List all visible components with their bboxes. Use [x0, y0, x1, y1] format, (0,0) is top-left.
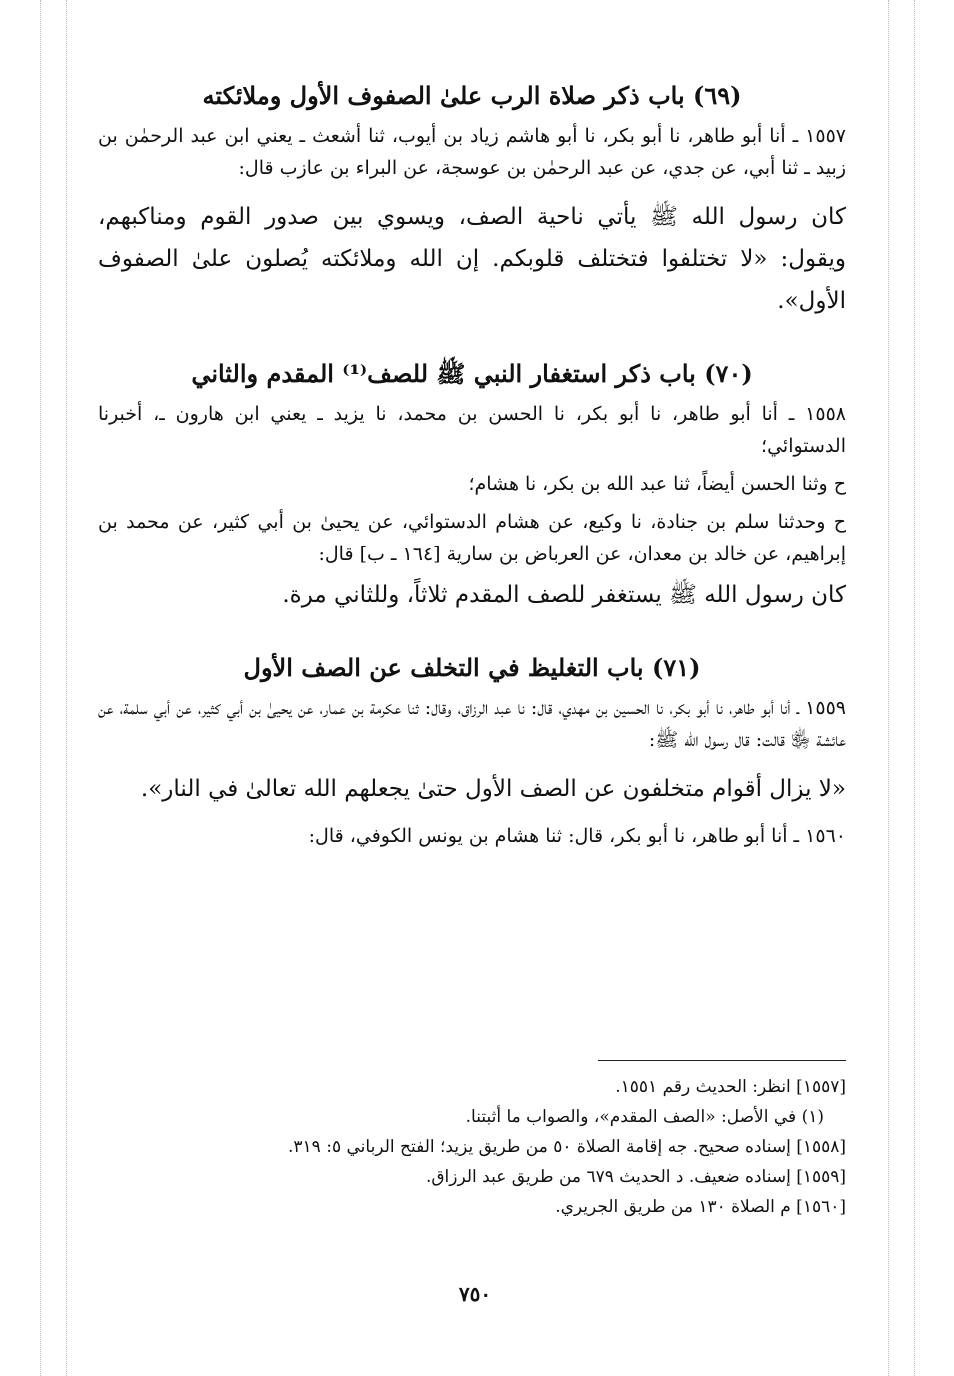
chapter-71 [98, 650, 846, 852]
hadith-isnad-next: ١٥٦٠ ـ أنا أبو طاهر، نا أبو بكر، قال: ثنا هشام بن يونس الكوفي، قال: [308, 825, 846, 847]
chapter-heading: (٧٠) باب ذكر استغفار النبي ﷺ للصف⁽¹⁾ المقدم والثاني [191, 359, 753, 388]
margin-dots-left-inner [66, 0, 67, 1376]
chapter-heading: (٧١) باب التغليظ في التخلف عن الصف الأول [243, 653, 701, 682]
page-number: ٧٥٠ [458, 1282, 492, 1306]
hadith-isnad-alt: ح وحدثنا سلم بن جنادة، نا وكيع، عن هشام الدستوائي، عن يحيىٰ بن أبي كثير، عن محمد بن إبراهيم، عن خالد بن معدان، عن العرباض بن سارية [١٦٤ ـ ب] قال: [98, 511, 846, 565]
hadith-isnad: ١٥٥٨ ـ أنا أبو طاهر، نا أبو بكر، نا الحسن بن محمد، نا يزيد ـ يعني ابن هارون ـ، أخبرنا الدستوائي؛ [98, 403, 846, 457]
footnote: (١) في الأصل: «الصف المقدم»، والصواب ما أثبتنا. [465, 1107, 824, 1127]
hadith-isnad: ١٥٥٧ ـ أنا أبو طاهر، نا أبو بكر، نا أبو هاشم زياد بن أيوب، ثنا أشعث ـ يعني ابن عبد الرحمٰن بن زبيد ـ ثنا أبي، عن جدي، عن عبد الرحمٰن بن عوسجة، عن البراء بن عازب قال: [98, 125, 846, 179]
footnote: [١٥٥٧] انظر: الحديث رقم ١٥٥١. [615, 1077, 846, 1097]
chapter-69 [98, 78, 846, 322]
chapter-70 [98, 356, 846, 616]
hadith-matn: «لا يزال أقوام متخلفون عن الصف الأول حتىٰ يجعلهم الله تعالىٰ في النار». [140, 776, 846, 802]
margin-dots-right-inner [888, 0, 889, 1376]
footnotes [98, 1072, 846, 1222]
hadith-matn: كان رسول الله ﷺ يأتي ناحية الصف، ويسوي بين صدور القوم ومناكبهم، ويقول: «لا تختلفوا فتختلف قلوبكم. إن الله وملائكته يُصلون علىٰ الصفوف الأول». [98, 204, 846, 314]
margin-dots-left [40, 0, 41, 1376]
footnote: [١٥٥٩] إسناده ضعيف. د الحديث ٦٧٩ من طريق عبد الرزاق. [425, 1167, 846, 1187]
page-body [98, 78, 846, 852]
hadith-matn: كان رسول الله ﷺ يستغفر للصف المقدم ثلاثاً، وللثاني مرة. [282, 582, 846, 608]
hadith-isnad: ١٥٥٩ ـ أنا أبو طاهر، نا أبو بكر، نا الحسين بن مهدي، قال: نا عبد الرزاق، وقال: ثنا عكرمة بن عمار، عن يحيىٰ بن أبي كثير، عن أبي سلمة، عن عائشة ﵂ قالت: قال رسول الله ﷺ: [98, 697, 846, 751]
footnote-divider [598, 1060, 846, 1061]
margin-dots-right [914, 0, 915, 1376]
footnote: [١٥٦٠] م الصلاة ١٣٠ من طريق الجريري. [555, 1197, 846, 1217]
chapter-heading: (٦٩) باب ذكر صلاة الرب علىٰ الصفوف الأول وملائكته [202, 81, 742, 110]
hadith-isnad-alt: ح وثنا الحسن أيضاً، ثنا عبد الله بن بكر، نا هشام؛ [468, 473, 846, 495]
footnote: [١٥٥٨] إسناده صحيح. جه إقامة الصلاة ٥٠ من طريق يزيد؛ الفتح الرباني ٥: ٣١٩. [288, 1137, 846, 1157]
